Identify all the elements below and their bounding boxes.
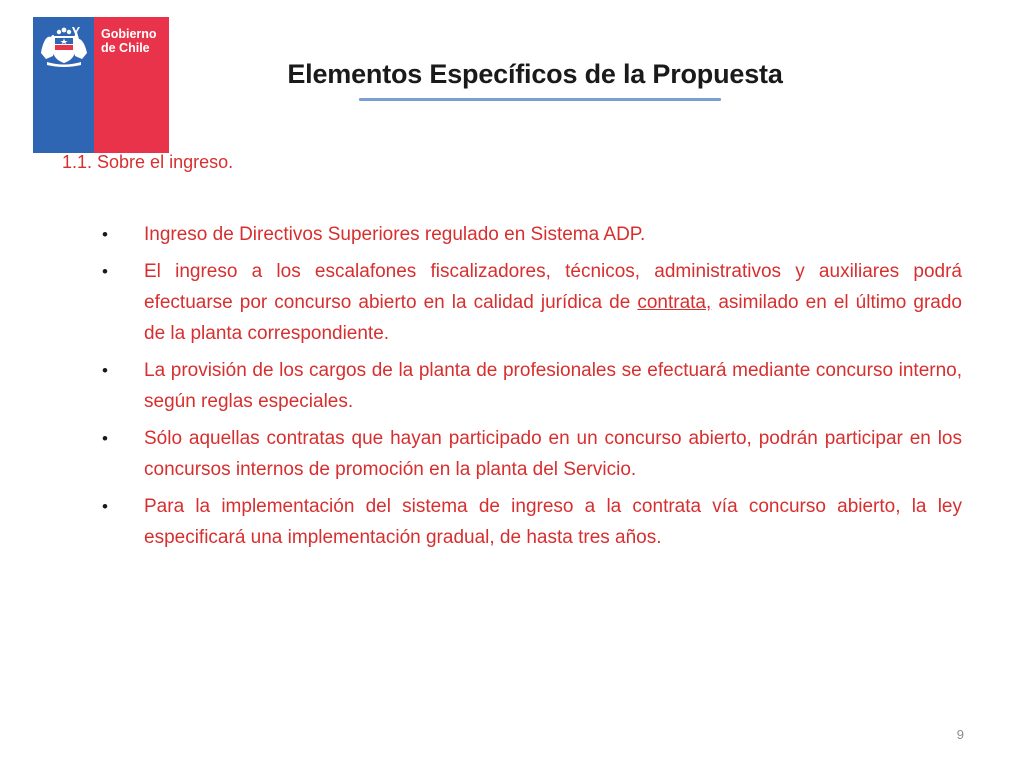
- bullet-item: [102, 491, 962, 553]
- slide-title: Elementos Específicos de la Propuesta: [287, 59, 783, 89]
- bullet-item: [102, 423, 962, 485]
- page-number: 9: [956, 727, 964, 742]
- logo-wordmark-line2: de Chile: [101, 41, 150, 55]
- bullet-dot-icon: •: [102, 262, 108, 281]
- bullet-list: [102, 219, 962, 559]
- bullet-item: [102, 355, 962, 417]
- bullet-dot-icon: •: [102, 361, 108, 380]
- bullet-text: Ingreso de Directivos Superiores regulado en Sistema ADP.: [144, 224, 646, 245]
- bullet-dot-icon: •: [102, 429, 108, 448]
- logo-wordmark-line1: Gobierno: [101, 27, 157, 41]
- bullet-text-underlined: contrata,: [637, 292, 712, 313]
- section-heading: 1.1. Sobre el ingreso.: [62, 152, 234, 172]
- bullet-text: Para la implementación del sistema de ingreso a la contrata vía concurso abierto, la ley especificará una implementación gradual, de hasta tres años.: [144, 496, 962, 548]
- title-underline-rule: [359, 98, 721, 101]
- bullet-text: Sólo aquellas contratas que hayan participado en un concurso abierto, podrán participar en los concursos internos de promoción en la planta del Servicio.: [144, 428, 962, 480]
- bullet-text: La provisión de los cargos de la planta de profesionales se efectuará mediante concurso interno, según reglas especiales.: [144, 360, 962, 412]
- bullet-text: El ingreso a los escalafones fiscalizadores, técnicos, administrativos y auxiliares podrá efectuarse por concurso abierto en la calidad jurídica de: [144, 261, 962, 313]
- logo-wordmark: [101, 27, 157, 55]
- bullet-item: [102, 219, 962, 250]
- bullet-dot-icon: •: [102, 497, 108, 516]
- bullet-item: [102, 256, 962, 349]
- bullet-dot-icon: •: [102, 225, 108, 244]
- bullet-text: asimilado en el último grado de la planta correspondiente.: [144, 292, 962, 344]
